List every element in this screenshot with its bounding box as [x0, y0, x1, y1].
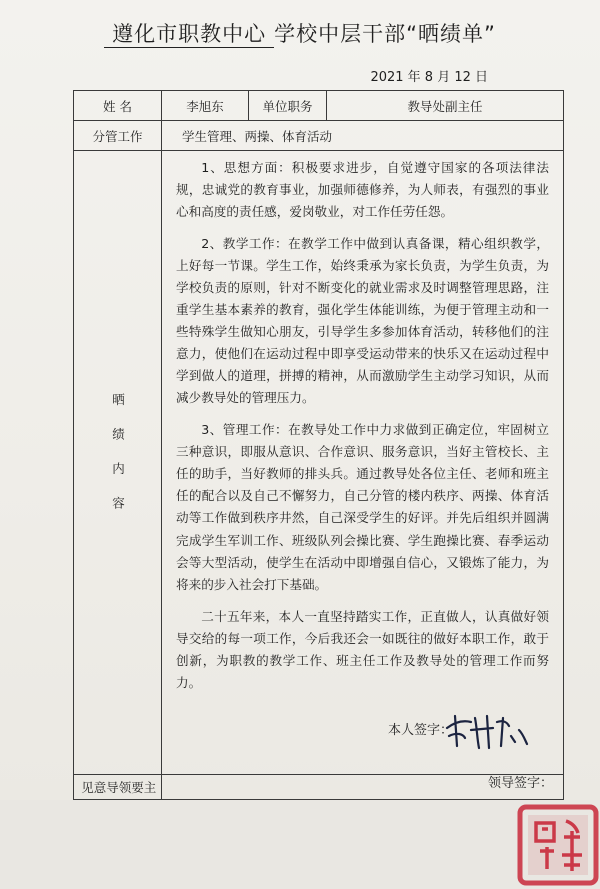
- achievement-form-table: [73, 90, 564, 800]
- content-row: [74, 151, 564, 775]
- name-value: 李旭东: [162, 91, 249, 121]
- paragraph-teaching: 2、教学工作：在教学工作中做到认真备课，精心组织教学，上好每一节课。学生工作，始终秉承为家长负责，为学生负责，为学校负责的原则，针对不断变化的就业需求及时调整管理思路，注重学生基本素养的教育，强化学生体能训练，为便于管理主动和一些特殊学生做知心朋友，引导学生多参加体育活动，转移他们的注意力，使他们在运动过程中即享受运动带来的快乐又在运动过程中学到做人的道理，拼搏的精神，从而激励学生主动学习知识，从而减少教导处的管理压力。: [176, 236, 549, 406]
- name-label: 姓 名: [74, 91, 162, 121]
- red-seal-stamp: [514, 801, 600, 889]
- document-date: 2021 年 8 月 12 日: [370, 70, 488, 85]
- content-body: [162, 151, 563, 774]
- title-organization: 遵化市职教中心: [104, 22, 274, 48]
- content-cell: [162, 151, 564, 775]
- content-label-cell: [74, 151, 162, 775]
- self-sign-label: 本人签字：: [387, 722, 453, 738]
- position-label: 单位职务: [249, 91, 327, 121]
- paragraph-thought: 1、思想方面：积极要求进步，自觉遵守国家的各项法律法规，忠诚党的教育事业，加强师德修养，为人师表，有强烈的事业心和高度的责任感，爱岗敬业，对工作任劳任怨。: [176, 160, 549, 220]
- title-text: 学校中层干部“晒绩单”: [274, 22, 496, 46]
- content-label: 晒绩内容: [110, 393, 126, 532]
- leader-opinion-cell: [162, 774, 564, 799]
- leader-label: 主要领导意见: [79, 780, 157, 794]
- duty-row: [74, 121, 564, 151]
- position-value: 教导处副主任: [327, 91, 564, 121]
- paragraph-summary: 二十五年来，本人一直坚持踏实工作，正直做人，认真做好领导交给的每一项工作，今后我还会一如既往的做好本职工作，敢于创新，为职教的教学工作、班主任工作及教导处的管理工作而努力。: [176, 608, 549, 690]
- name-row: [74, 91, 564, 121]
- leader-row: [74, 774, 564, 799]
- leader-sign-label: 领导签字：: [488, 776, 554, 791]
- paragraph-management: 3、管理工作：在教导处工作中力求做到正确定位，牢固树立三种意识，即服从意识、合作意识、服务意识，当好主管校长、主任的助手，当好教师的排头兵。通过教导处各位主任、老师和班主任的配合以及自己不懈努力，自己分管的楼内秩序、两操、体育活动等工作做到秩序井然，自己深受学生的好评。并先后组织并圆满完成学生军训工作、班级队列会操比赛、学生跑操比赛、春季运动会等大型活动，使学生在活动中即增强自信心，又锻炼了能力，为将来的步入社会打下基础。: [176, 422, 549, 592]
- self-sign-area: [176, 704, 549, 774]
- duty-label: 分管工作: [74, 121, 162, 151]
- document-title: [0, 18, 600, 48]
- leader-label-cell: [74, 774, 162, 799]
- duty-value: 学生管理、两操、体育活动: [162, 121, 564, 151]
- handwritten-signature: [441, 708, 531, 754]
